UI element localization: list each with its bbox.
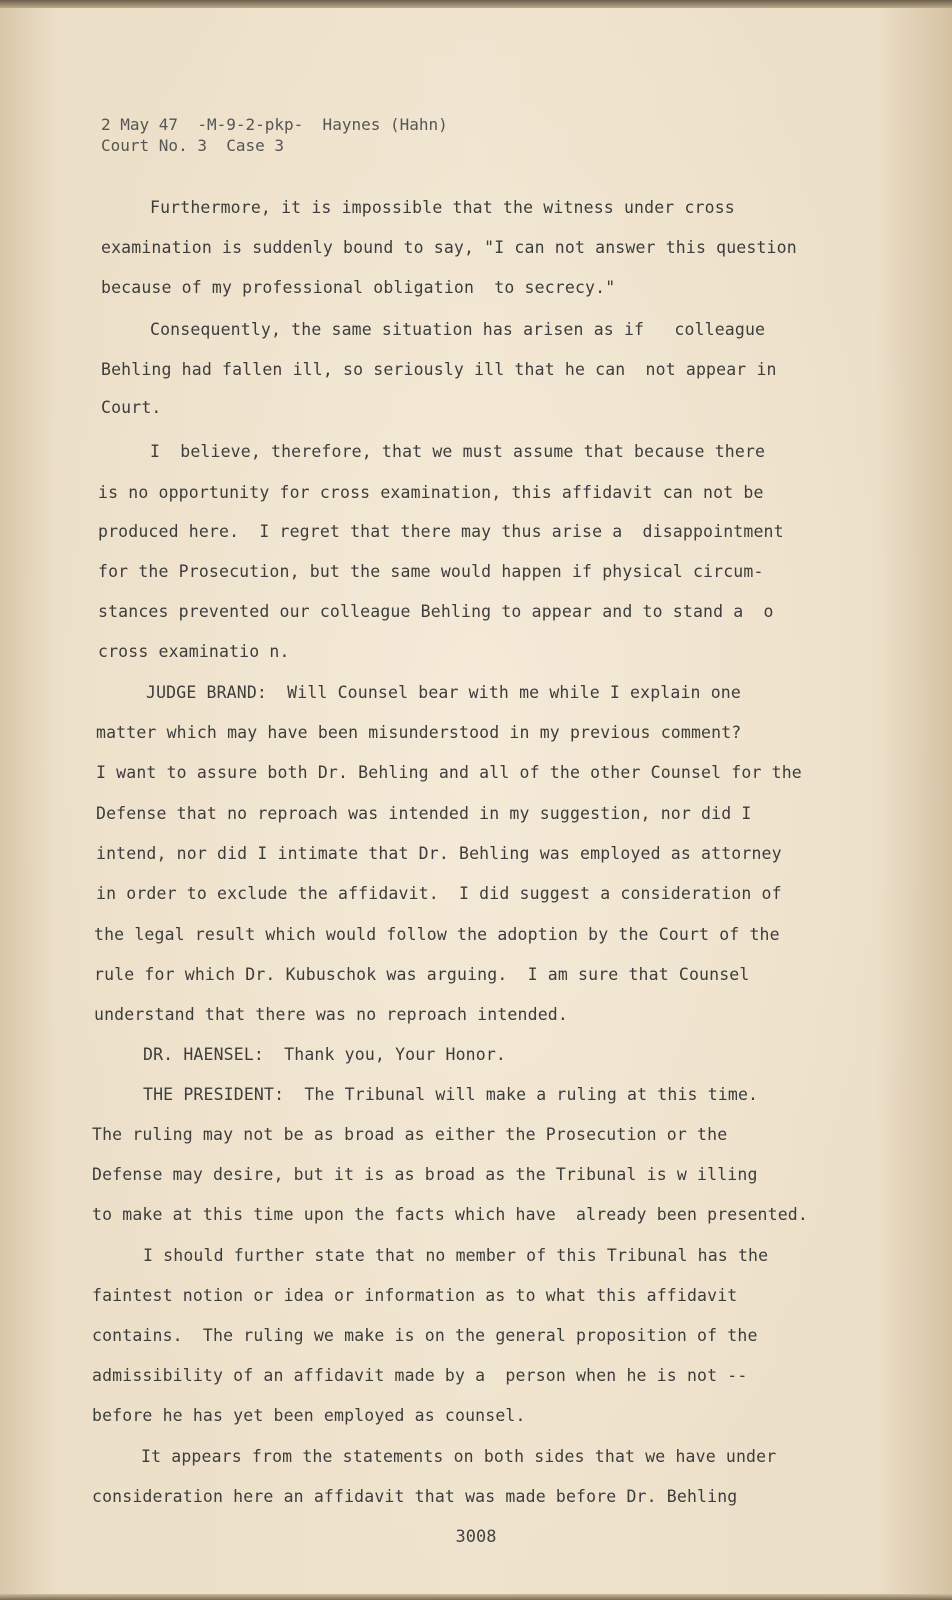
text-line: THE PRESIDENT: The Tribunal will make a ruling at this time. (143, 1085, 759, 1104)
text-line: stances prevented our colleague Behling to appear and to stand a o (98, 602, 774, 621)
text-line: matter which may have been misunderstood in my previous comment? (96, 723, 742, 742)
text-line: I believe, therefore, that we must assume that because there (150, 442, 766, 461)
text-line: intend, nor did I intimate that Dr. Behling was employed as attorney (96, 844, 782, 863)
text-line: the legal result which would follow the adoption by the Court of the (94, 925, 780, 944)
page-top-edge (0, 0, 952, 8)
text-line: rule for which Dr. Kubuschok was arguing. I am sure that Counsel (94, 965, 750, 984)
text-line: DR. HAENSEL: Thank you, Your Honor. (143, 1045, 507, 1064)
page-bottom-edge (0, 1594, 952, 1600)
text-line: Behling had fallen ill, so seriously ill that he can not appear in (101, 360, 777, 379)
text-line: before he has yet been employed as counsel. (92, 1406, 526, 1425)
header-line-2: Court No. 3 Case 3 (101, 136, 285, 155)
header-line-1: 2 May 47 -M-9-2-pkp- Haynes (Hahn) (101, 115, 448, 134)
text-line: is no opportunity for cross examination, this affidavit can not be (98, 483, 764, 502)
document-header (101, 114, 448, 156)
text-line: I should further state that no member of this Tribunal has the (143, 1246, 769, 1265)
text-line: to make at this time upon the facts which have already been presented. (92, 1205, 808, 1224)
text-line: cross examinatio n. (98, 642, 290, 661)
text-line: understand that there was no reproach intended. (94, 1005, 568, 1024)
text-line: consideration here an affidavit that was made before Dr. Behling (92, 1487, 738, 1506)
text-line: because of my professional obligation to secrecy." (101, 278, 616, 297)
text-line: contains. The ruling we make is on the general proposition of the (92, 1326, 758, 1345)
text-line: for the Prosecution, but the same would happen if physical circum- (98, 562, 764, 581)
text-line: faintest notion or idea or information as to what this affidavit (92, 1286, 738, 1305)
text-line: Defense may desire, but it is as broad as the Tribunal is w illing (92, 1165, 758, 1184)
text-line: Court. (101, 398, 162, 417)
text-line: JUDGE BRAND: Will Counsel bear with me while I explain one (146, 683, 741, 702)
text-line: Consequently, the same situation has arisen as if colleague (150, 320, 766, 339)
text-line: Furthermore, it is impossible that the witness under cross (150, 198, 735, 217)
text-line: I want to assure both Dr. Behling and all of the other Counsel for the (96, 763, 802, 782)
text-line: Defense that no reproach was intended in my suggestion, nor did I (96, 804, 752, 823)
text-line: produced here. I regret that there may thus arise a disappointment (98, 522, 784, 541)
text-line: The ruling may not be as broad as either the Prosecution or the (92, 1125, 728, 1144)
text-line: It appears from the statements on both sides that we have under (141, 1447, 777, 1466)
page-number: 3008 (455, 1527, 497, 1547)
text-line: in order to exclude the affidavit. I did suggest a consideration of (96, 884, 782, 903)
text-line: admissibility of an affidavit made by a person when he is not -- (92, 1366, 748, 1385)
text-line: examination is suddenly bound to say, "I can not answer this question (101, 238, 797, 257)
